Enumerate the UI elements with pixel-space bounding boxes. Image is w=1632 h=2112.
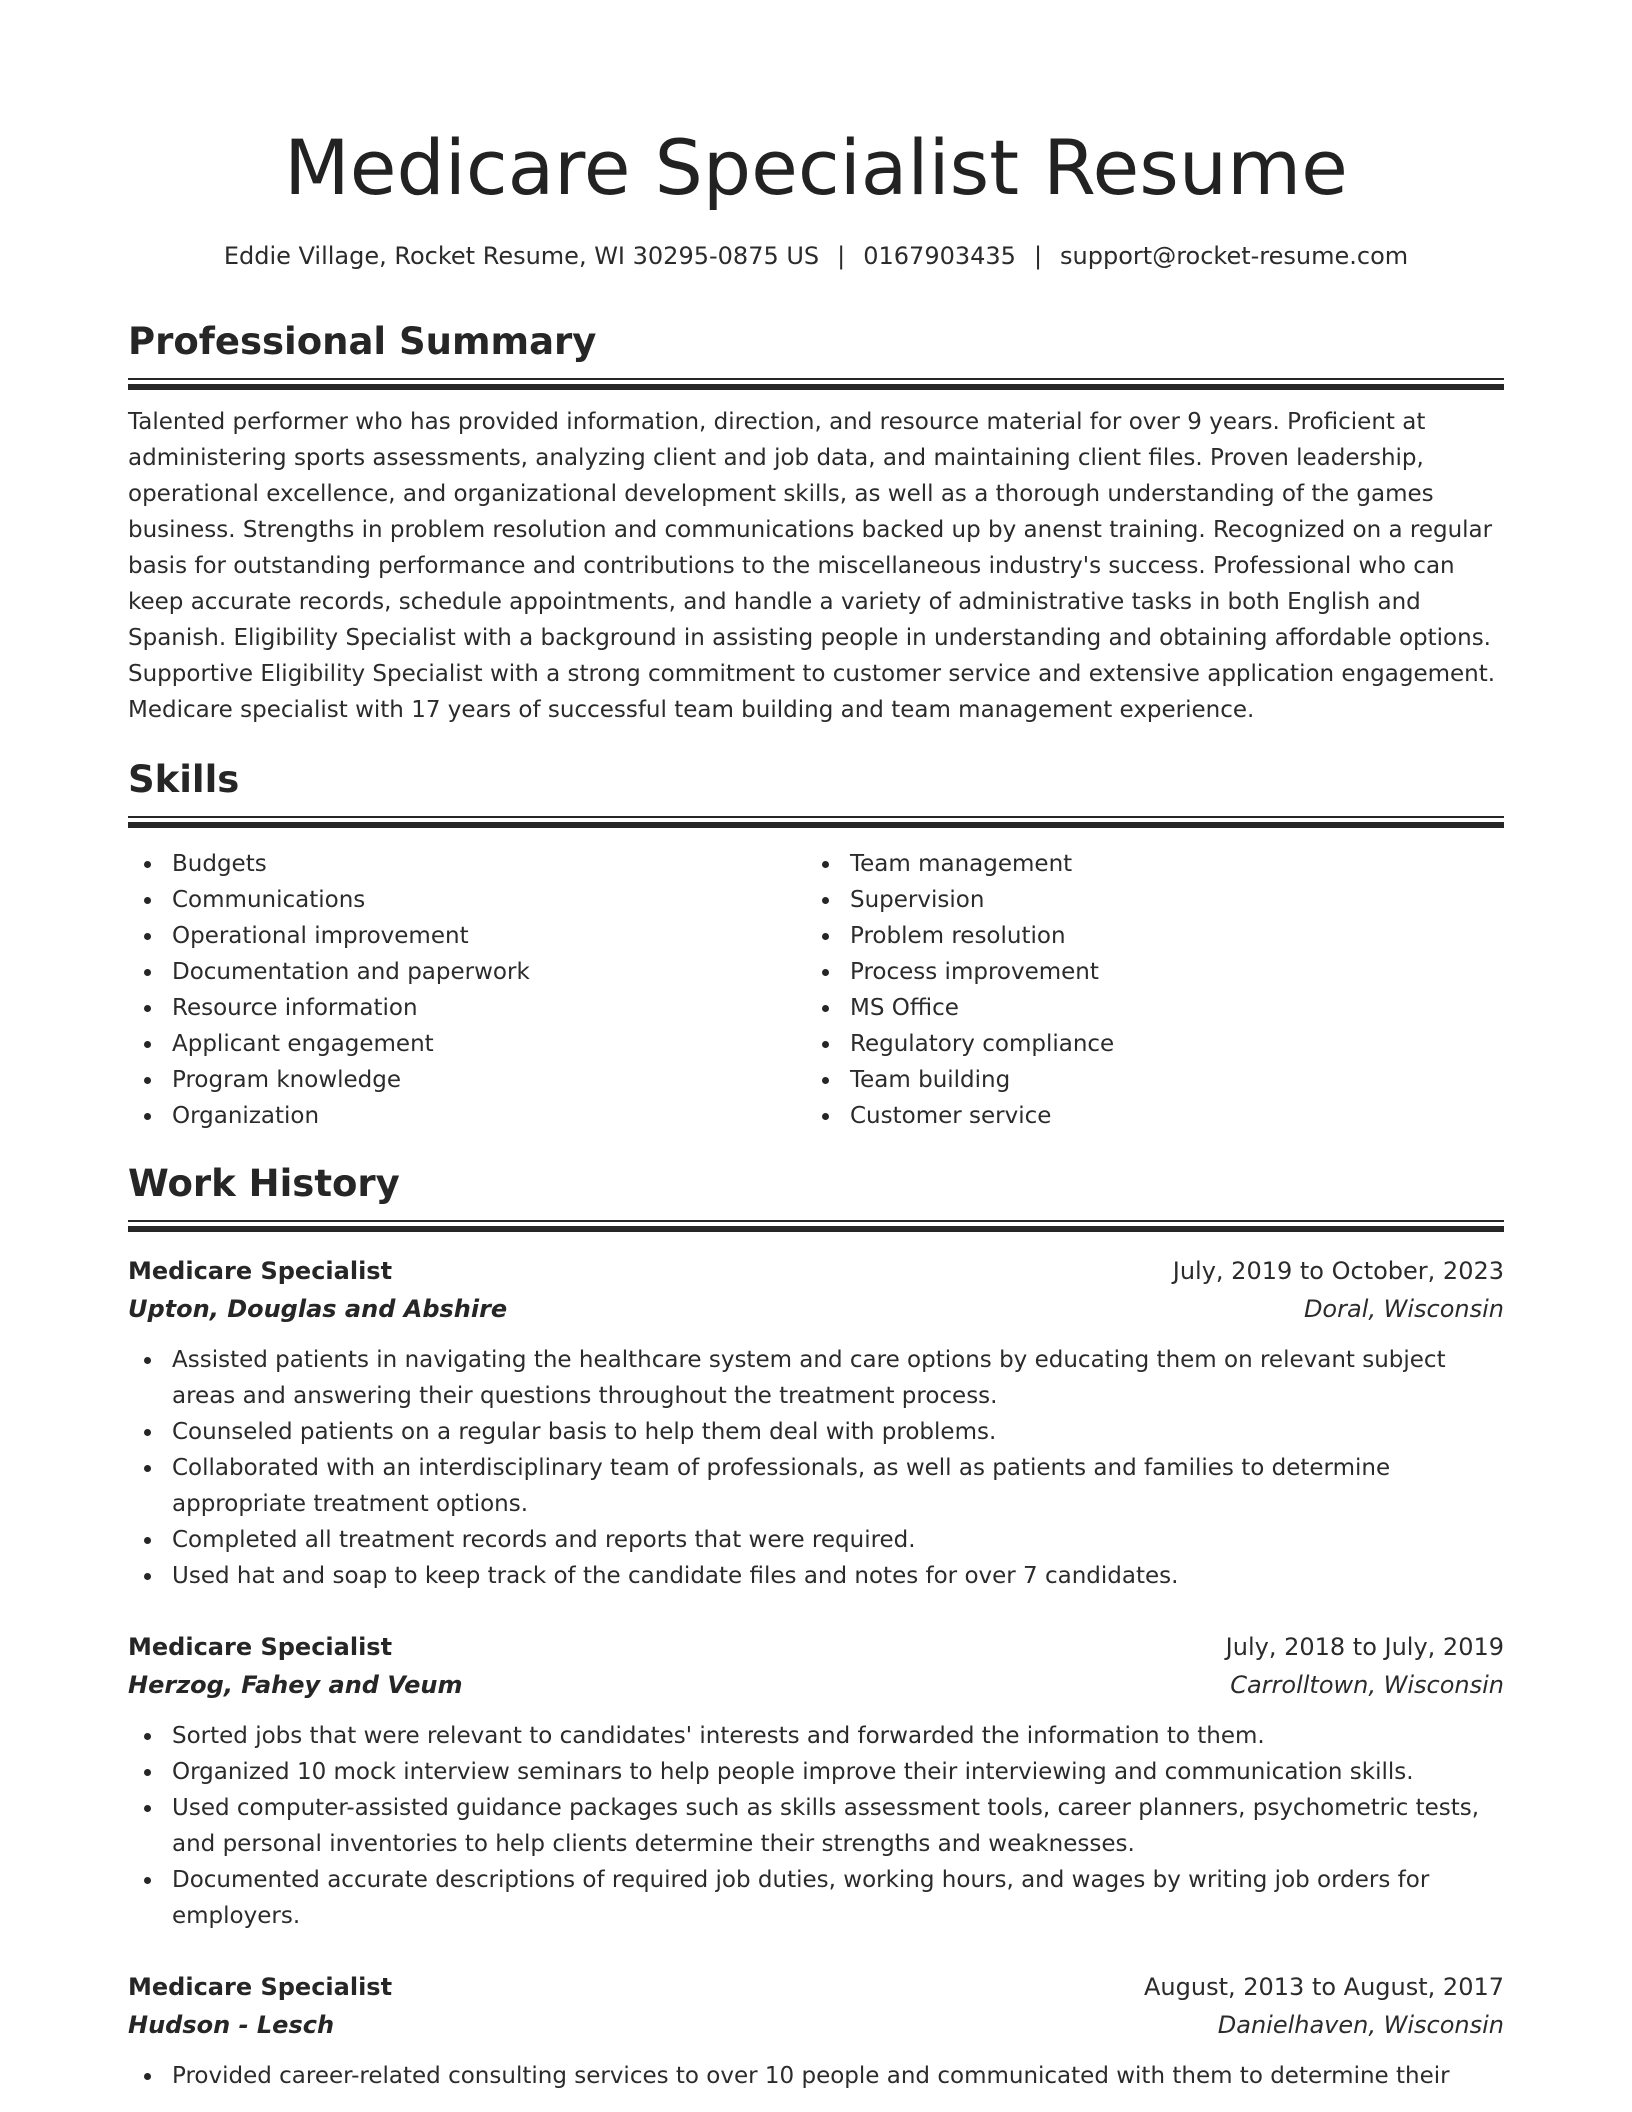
skill-item: Program knowledge [128,1062,806,1098]
summary-line: Medicare specialist with 17 years of successful team building and team management experience. [128,697,1255,723]
job-bullets [128,2058,1504,2094]
skill-item: MS Office [806,990,1484,1026]
job-bullets [128,1718,1504,1934]
skill-item: Communications [128,882,806,918]
skill-item: Applicant engagement [128,1026,806,1062]
job-bullets [128,1342,1504,1594]
job-dates: August, 2013 to August, 2017 [1144,1973,1504,2001]
job-title: Medicare Specialist [128,1973,393,2001]
skill-item: Customer service [806,1098,1484,1134]
job-bullet: Used computer-assisted guidance packages such as skills assessment tools, career planners, psychometric tests, and personal inventories to help clients determine their strengths and weaknesses. [128,1790,1504,1862]
skill-item: Team building [806,1062,1484,1098]
job-entry [128,1628,1504,1934]
contact-line [0,238,1632,274]
job-dates: July, 2018 to July, 2019 [1225,1633,1504,1661]
job-company: Upton, Douglas and Abshire [128,1295,508,1323]
job-title: Medicare Specialist [128,1633,393,1661]
job-bullet: Collaborated with an interdisciplinary team of professionals, as well as patients and families to determine appropriate treatment options. [128,1450,1504,1522]
job-bullet: Provided career-related consulting services to over 10 people and communicated with them to determine their [128,2058,1504,2094]
summary-line: keep accurate records, schedule appointments, and handle a variety of administrative tasks in both English and [128,589,1421,615]
job-bullet: Counseled patients on a regular basis to help them deal with problems. [128,1414,1504,1450]
summary-line: Spanish. Eligibility Specialist with a background in assisting people in understanding and obtaining affordable options. [128,625,1491,651]
summary-text [128,404,1504,728]
contact-separator: | [837,242,846,270]
job-company: Hudson - Lesch [128,2011,335,2039]
summary-line: business. Strengths in problem resolution and communications backed up by anenst training. Recognized on a regular [128,517,1493,543]
skill-item: Process improvement [806,954,1484,990]
job-bullet: Organized 10 mock interview seminars to help people improve their interviewing and communication skills. [128,1754,1504,1790]
contact-separator: | [1033,242,1043,270]
skill-item: Team management [806,846,1484,882]
skill-item: Problem resolution [806,918,1484,954]
skill-item: Budgets [128,846,806,882]
skill-item: Resource information [128,990,806,1026]
skill-item: Regulatory compliance [806,1026,1484,1062]
summary-heading: Professional Summary [128,320,597,363]
summary-line: administering sports assessments, analyzing client and job data, and maintaining client files. Proven leadership, [128,445,1424,471]
job-entry [128,1252,1504,1594]
job-bullet: Sorted jobs that were relevant to candidates' interests and forwarded the information to them. [128,1718,1504,1754]
contact-address: Eddie Village, Rocket Resume, WI 30295-0875 US [223,242,820,270]
job-location: Danielhaven, Wisconsin [1217,2011,1504,2039]
skill-item: Supervision [806,882,1484,918]
job-dates: July, 2019 to October, 2023 [1172,1257,1504,1285]
section-divider [128,816,1504,826]
job-bullet: Used hat and soap to keep track of the candidate files and notes for over 7 candidates. [128,1558,1504,1594]
skill-item: Organization [128,1098,806,1134]
summary-section [128,318,1504,388]
work-section [128,1160,1504,1230]
summary-line: Supportive Eligibility Specialist with a strong commitment to customer service and extensive application engagement. [128,661,1496,687]
summary-line: basis for outstanding performance and contributions to the miscellaneous industry's success. Professional who can [128,553,1455,579]
job-entry [128,1968,1504,2094]
summary-line: operational excellence, and organizational development skills, as well as a thorough understanding of the games [128,481,1434,507]
summary-paragraph [128,404,1504,728]
skills-lists [128,846,1504,1134]
summary-line: Talented performer who has provided information, direction, and resource material for over 9 years. Proficient at [128,409,1426,435]
skills-list-left [128,846,806,1134]
skill-item: Documentation and paperwork [128,954,806,990]
section-divider [128,1220,1504,1230]
job-location: Carrolltown, Wisconsin [1230,1671,1504,1699]
job-bullet: Assisted patients in navigating the healthcare system and care options by educating them on relevant subject areas and answering their questions throughout the treatment process. [128,1342,1504,1414]
section-divider [128,378,1504,388]
skill-item: Operational improvement [128,918,806,954]
job-bullet: Documented accurate descriptions of required job duties, working hours, and wages by writing job orders for employers. [128,1862,1504,1934]
skills-list-right [806,846,1484,1134]
resume-title: Medicare Specialist Resume [284,123,1348,212]
job-company: Herzog, Fahey and Veum [128,1671,463,1699]
contact-phone: 0167903435 [863,242,1016,270]
job-bullet: Completed all treatment records and reports that were required. [128,1522,1504,1558]
skills-section [128,756,1504,826]
work-heading: Work History [128,1162,400,1205]
job-title: Medicare Specialist [128,1257,393,1285]
contact-email: support@rocket-resume.com [1060,242,1409,270]
skills-heading: Skills [128,758,240,801]
job-location: Doral, Wisconsin [1303,1295,1504,1323]
